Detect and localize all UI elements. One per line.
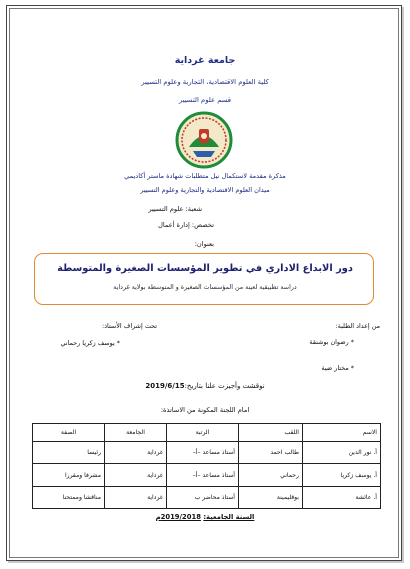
jury-role: رئيسا	[33, 442, 105, 464]
table-row	[33, 486, 381, 508]
table-row	[33, 442, 381, 464]
students-label: من إعداد الطلبة:	[335, 322, 380, 330]
supervisor-label: تحت إشراف الأستاذ:	[102, 322, 157, 330]
jury-rank: أستاذ مساعد –أ–	[167, 442, 239, 464]
jury-university: غرداية	[105, 464, 167, 486]
jury-name: أ. نور الدين	[303, 442, 381, 464]
memo-branch: شعبة: علوم التسيير	[148, 205, 202, 213]
jury-surname: بوقليمينة	[239, 486, 303, 508]
jury-header-rank: الرتبة	[167, 424, 239, 442]
memo-field: ميدان العلوم الاقتصادية والتجارية وعلوم التسيير	[140, 186, 270, 194]
thesis-title: دور الابداع الاداري في تطوير المؤسسات الصغيرة والمتوسطة	[57, 263, 353, 274]
jury-header-university: الجامعة	[105, 424, 167, 442]
student-name: مختار ضية	[321, 364, 349, 372]
jury-surname: طالب احمد	[239, 442, 303, 464]
faculty-name: كلية العلوم الاقتصادية، التجارية وعلوم التسيير	[141, 78, 269, 86]
memo-statement: مذكرة مقدمة لاستكمال نيل متطلبات شهادة ماستر أكاديمي	[124, 172, 286, 180]
thesis-subtitle: دراسة تطبيقية لعينة من المؤسسات الصغيرة و المتوسطة بولاية غرداية	[113, 284, 297, 291]
bullet: *	[350, 338, 354, 346]
jury-header-row	[33, 424, 381, 442]
defense-date-prefix: نوقشت وأجيزت علنا بتاريخ:	[184, 382, 265, 390]
title-box	[34, 253, 374, 305]
student-name-2	[321, 364, 354, 372]
jury-table	[32, 423, 381, 509]
jury-surname: رحماني	[239, 464, 303, 486]
university-emblem-icon	[175, 111, 233, 169]
student-name: رضوان بوشنقة	[309, 338, 349, 346]
jury-rank: أستاذ مساعد –أ–	[167, 464, 239, 486]
jury-name: أ. عائشة	[303, 486, 381, 508]
department-name: قسم علوم التسيير	[178, 96, 232, 104]
defense-date-line	[0, 382, 410, 390]
jury-university: غرداية	[105, 486, 167, 508]
jury-header-surname: اللقب	[239, 424, 303, 442]
bullet: *	[350, 364, 354, 372]
jury-rank: أستاذ محاضر ب	[167, 486, 239, 508]
jury-name: أ. يوسف زكريا	[303, 464, 381, 486]
committee-intro: امام اللجنة المكونة من الاساتذة:	[160, 406, 250, 414]
jury-university: غرداية	[105, 442, 167, 464]
academic-year-label: السنة الجامعية:	[203, 513, 255, 521]
defense-date: 2019/6/15	[145, 382, 185, 390]
memo-specialty: تخصص: إدارة أعمال	[158, 221, 214, 229]
jury-role: مشرفا ومقررا	[33, 464, 105, 486]
jury-header-name: الاسم	[303, 424, 381, 442]
student-name-1	[309, 338, 354, 346]
under-title-label: بعنوان:	[194, 240, 214, 248]
supervisor-name	[60, 339, 120, 347]
table-row	[33, 464, 381, 486]
supervisor-name-text: يوسف زكريا رحماني	[60, 339, 115, 347]
university-name: جامعة غرداية	[174, 55, 236, 66]
bullet: *	[116, 339, 120, 347]
academic-year-value: 2019/2018م	[155, 513, 201, 521]
jury-header-role: الصفة	[33, 424, 105, 442]
academic-year	[0, 513, 410, 521]
jury-role: مناقشا وممتحنا	[33, 486, 105, 508]
